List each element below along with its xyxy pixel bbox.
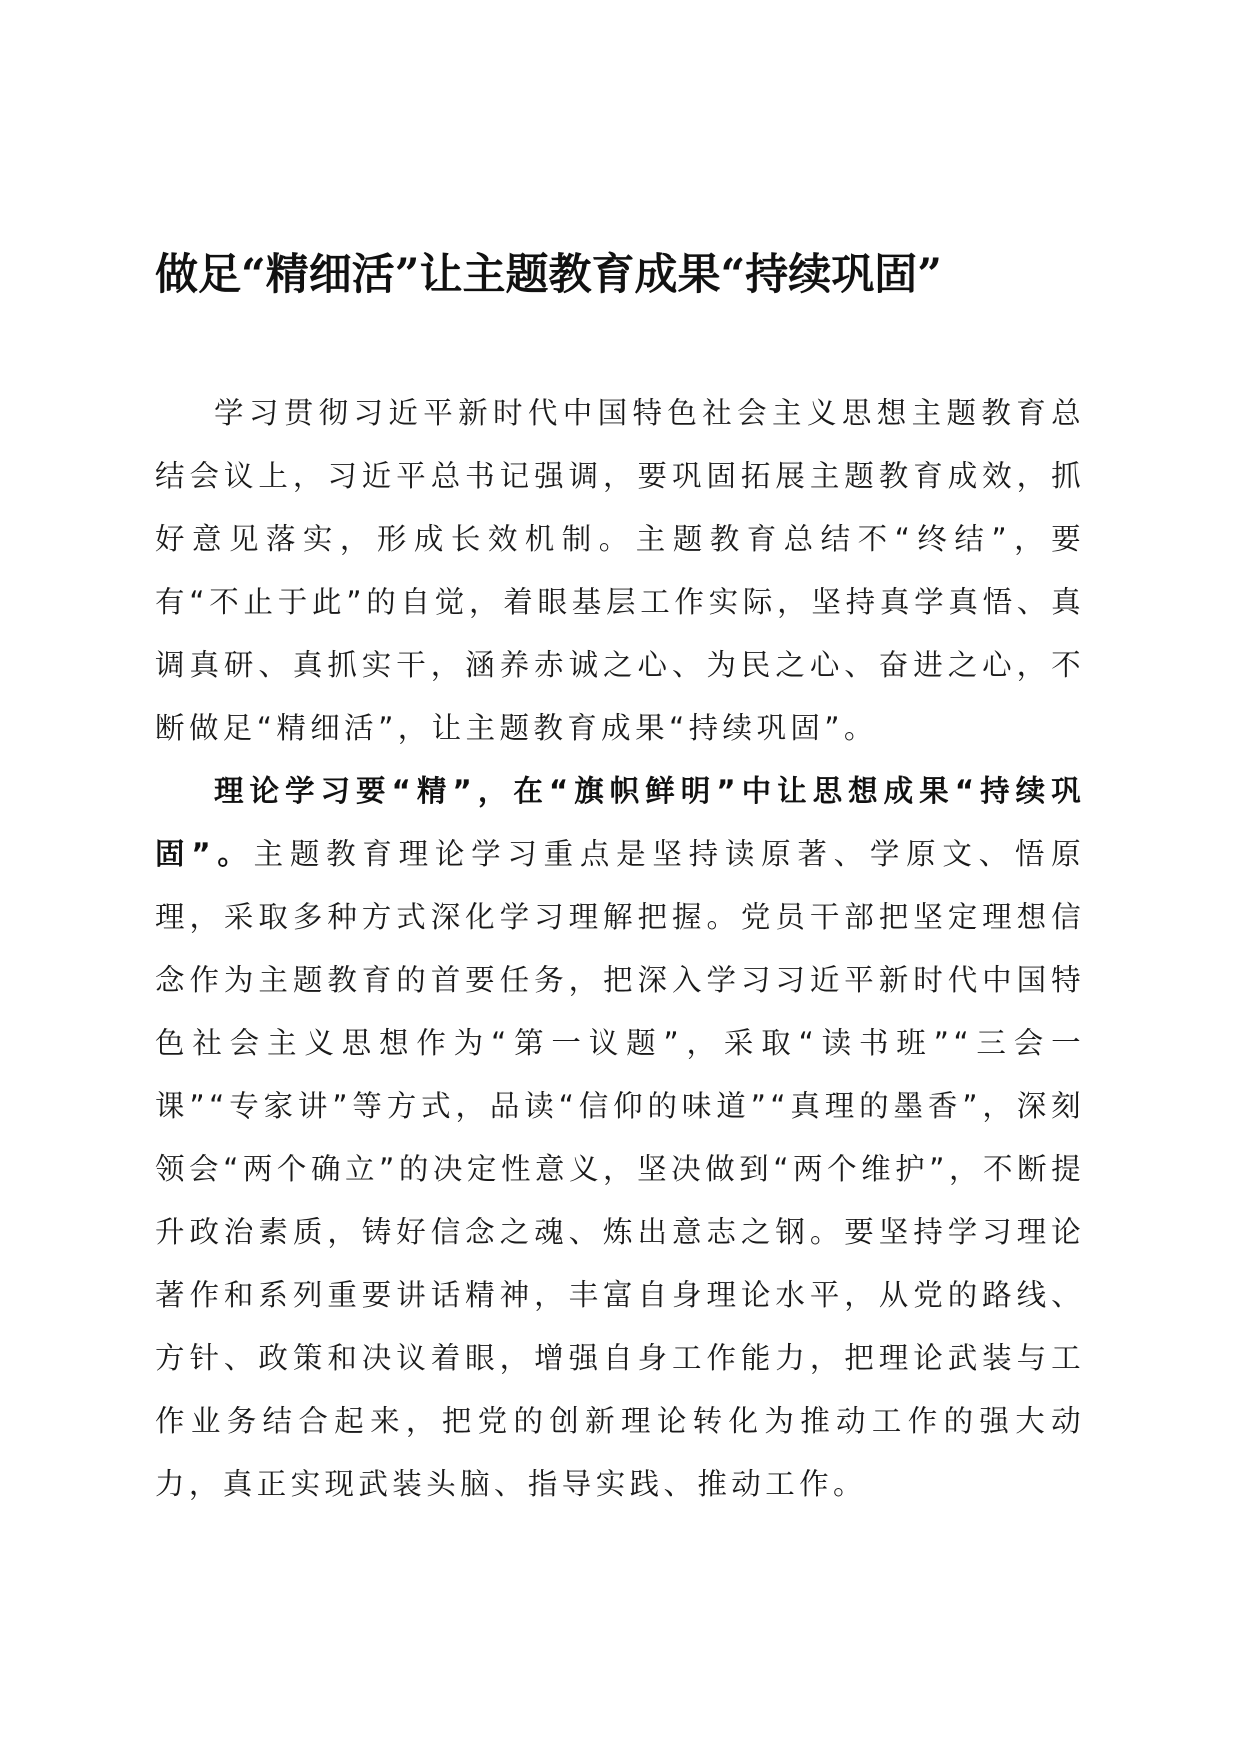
paragraph-theory-study [155,760,1085,1516]
article-body [155,382,1085,1516]
article-title: 做足“精细活”让主题教育成果“持续巩固” [155,250,942,300]
paragraph-intro-text: 学习贯彻习近平新时代中国特色社会主义思想主题教育总结会议上，习近平总书记强调，要巩固拓展主题教育成效，抓好意见落实，形成长效机制。主题教育总结不“终结”，要有“不止于此”的自觉，着眼基层工作实际，坚持真学真悟、真调真研、真抓实干，涵养赤诚之心、为民之心、奋进之心，不断做足“精细活”，让主题教育成果“持续巩固”。 [155,396,1085,745]
paragraph-theory-study-heading: 理论学习要“精”，在“旗帜鲜明”中让思想成果“持续巩固”。 [155,774,1085,871]
paragraph-intro [155,382,1085,760]
paragraph-theory-study-text: 主题教育理论学习重点是坚持读原著、学原文、悟原理，采取多种方式深化学习理解把握。党员干部把坚定理想信念作为主题教育的首要任务，把深入学习习近平新时代中国特色社会主义思想作为“第一议题”，采取“读书班”“三会一课”“专家讲”等方式，品读“信仰的味道”“真理的墨香”，深刻领会“两个确立”的决定性意义，坚决做到“两个维护”，不断提升政治素质，铸好信念之魂、炼出意志之钢。要坚持学习理论著作和系列重要讲话精神，丰富自身理论水平，从党的路线、方针、政策和决议着眼，增强自身工作能力，把理论武装与工作业务结合起来，把党的创新理论转化为推动工作的强大动力，真正实现武装头脑、指导实践、推动工作。 [155,837,1085,1501]
